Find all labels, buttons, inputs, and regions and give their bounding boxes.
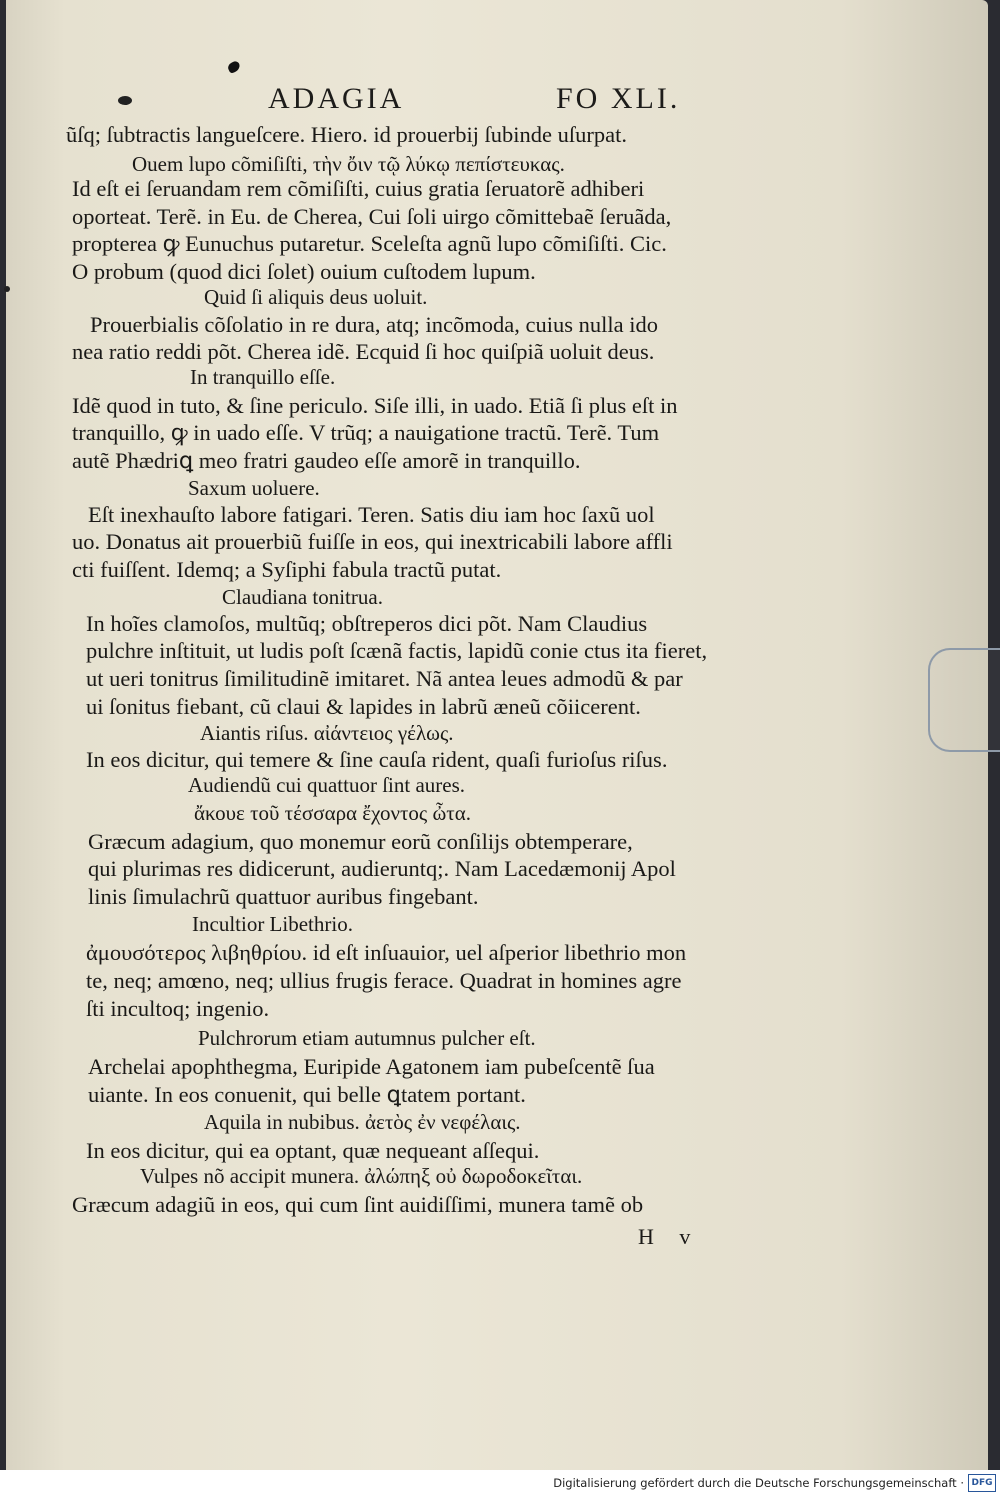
funding-credit: Digitalisierung gefördert durch die Deutsche Forschungsgemeinschaft · bbox=[553, 1476, 964, 1490]
text-line: Græcum adagiũ in eos, qui cum ſint auidiſſimi, munera tamẽ ob bbox=[72, 1192, 644, 1217]
text-line: Eſt inexhauſto labore fatigari. Teren. Satis diu iam hoc ſaxũ uol bbox=[88, 502, 655, 527]
text-line: uo. Donatus ait prouerbiũ fuiſſe in eos, qui inextricabili labore affli bbox=[72, 529, 673, 554]
footer-bar bbox=[0, 1470, 1000, 1498]
adage-heading: Audiendũ cui quattuor ſint aures. bbox=[188, 773, 466, 797]
text-line: Græcum adagium, quo monemur eorũ conſilĳs obtemperare, bbox=[88, 829, 633, 854]
text-line: In hoĩes clamoſos, multũq; obſtreperos dici põt. Nam Claudius bbox=[86, 611, 648, 636]
ink-blot bbox=[118, 96, 132, 105]
text-line: nea ratio reddi põt. Cherea idẽ. Ecquid ſi hoc quiſpiã uoluit deus. bbox=[72, 339, 655, 364]
text-line: autẽ Phædriꝗ meo fratri gaudeo eſſe amorẽ in tranquillo. bbox=[72, 448, 581, 473]
text-line: pulchre inſtituit, ut ludis poſt ſcænã factis, lapidũ conie ctus ita fieret, bbox=[86, 638, 708, 663]
page-clip bbox=[928, 648, 1000, 752]
text-line: qui plurimas res didicerunt, audieruntq;. Nam Lacedæmonĳ Apol bbox=[88, 856, 676, 881]
adage-heading: Incultior Libethrio. bbox=[192, 912, 353, 936]
adage-heading: ἄκουε τοῦ τέσσαρα ἔχοντος ὦτα. bbox=[194, 801, 471, 825]
adage-heading: Pulchrorum etiam autumnus pulcher eſt. bbox=[198, 1026, 536, 1050]
text-line: Id eſt ei ſeruandam rem cõmiſiſti, cuius gratia ſeruatorẽ adhiberi bbox=[72, 176, 645, 201]
text-line: O probum (quod dici ſolet) ouium cuſtodem lupum. bbox=[72, 259, 536, 284]
adage-heading: Ouem lupo cõmiſiſti, τὴν ὄιν τῷ λύκῳ πεπίστευκας. bbox=[132, 152, 565, 176]
text-line: Prouerbialis cõſolatio in re dura, atq; incõmoda, cuius nulla ido bbox=[90, 312, 658, 337]
text-line: In eos dicitur, qui temere & ſine cauſa rident, quaſi furioſus riſus. bbox=[86, 747, 668, 772]
folio-number: FO XLI. bbox=[556, 82, 681, 115]
adage-heading: Aquila in nubibus. ἀετὸς ἐν νεφέλαις. bbox=[204, 1110, 521, 1134]
text-line: ũſq; ſubtractis langueſcere. Hiero. id prouerbĳ ſubinde uſurpat. bbox=[66, 122, 628, 147]
adage-heading: Vulpes nõ accipit munera. ἀλώπηξ οὐ δωροδοκεῖται. bbox=[140, 1164, 583, 1188]
text-line: ut ueri tonitrus ſimilitudinẽ imitaret. Nã antea leues admodũ & par bbox=[86, 666, 683, 691]
text-line: te, neq; amœno, neq; ullius frugis ferace. Quadrat in homines agre bbox=[86, 968, 682, 993]
text-line: ſti incultoq; ingenio. bbox=[86, 996, 270, 1021]
adage-heading: Aiantis riſus. αἰάντειος γέλως. bbox=[200, 721, 454, 745]
ink-blot bbox=[4, 286, 10, 292]
text-line: ui ſonitus fiebant, cũ claui & lapides in labrũ æneũ cõiicerent. bbox=[86, 694, 641, 719]
text-line: uiante. In eos conuenit, qui belle ꝗtatem portant. bbox=[88, 1082, 526, 1107]
text-line: linis ſimulachrũ quattuor auribus fingebant. bbox=[88, 884, 479, 909]
signature-mark: H v bbox=[638, 1224, 701, 1249]
adage-heading: Claudiana tonitrua. bbox=[222, 585, 383, 609]
text-line: cti fuiſſent. Idemq; a Syſiphi fabula tractũ putat. bbox=[72, 557, 502, 582]
adage-heading: Quid ſi aliquis deus uoluit. bbox=[204, 285, 428, 309]
running-title: ADAGIA bbox=[268, 82, 405, 115]
text-line: propterea ꝙ Eunuchus putaretur. Sceleſta agnũ lupo cõmiſiſti. Cic. bbox=[72, 231, 667, 256]
text-line: oporteat. Terẽ. in Eu. de Cherea, Cui ſoli uirgo cõmittebaẽ ſeruãda, bbox=[72, 204, 672, 229]
text-line: ἀμουσότερος λιβηθρίου. id eſt inſuauior, uel aſperior libethrio mon bbox=[86, 940, 687, 965]
adage-heading: In tranquillo eſſe. bbox=[190, 365, 336, 389]
adage-heading: Saxum uoluere. bbox=[188, 476, 320, 500]
text-line: In eos dicitur, qui ea optant, quæ nequeant aſſequi. bbox=[86, 1138, 540, 1163]
text-line: Archelai apophthegma, Euripide Agatonem iam pubeſcentẽ ſua bbox=[88, 1054, 655, 1079]
text-line: Idẽ quod in tuto, & ſine periculo. Siſe illi, in uado. Etiã ſi plus eſt in bbox=[72, 393, 678, 418]
text-line: tranquillo, ꝙ in uado eſſe. V trũq; a nauigatione tractũ. Terẽ. Tum bbox=[72, 420, 660, 445]
dfg-logo: DFG bbox=[968, 1474, 996, 1492]
